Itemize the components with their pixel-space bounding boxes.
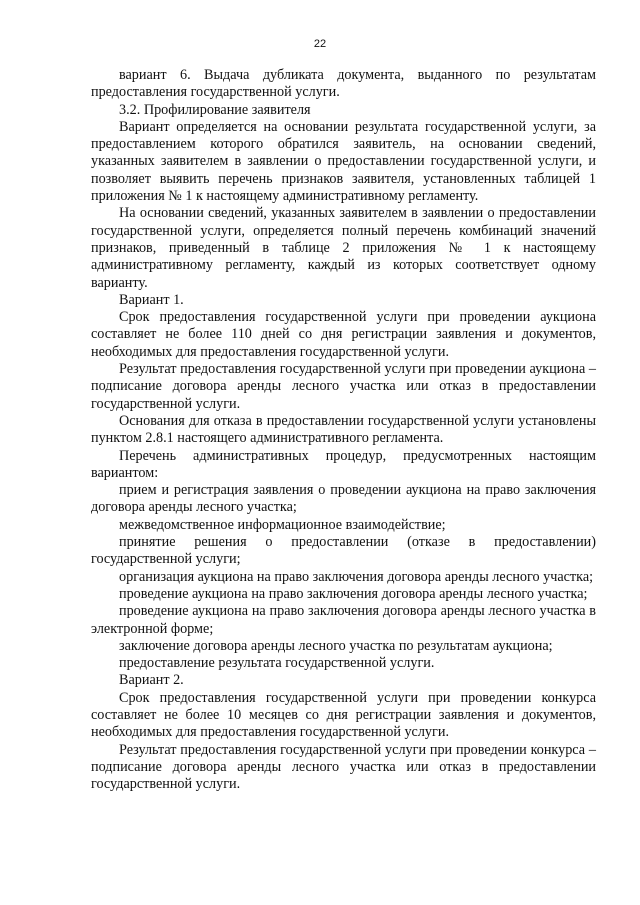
list-item: проведение аукциона на право заключения договора аренды лесного участка в электронной форме; (91, 603, 596, 637)
section-heading-3-2: 3.2. Профилирование заявителя (119, 101, 311, 118)
list-item: межведомственное информационное взаимодействие; (119, 516, 446, 533)
paragraph: На основании сведений, указанных заявителем в заявлении о предоставлении государственной услуги, определяется полный перечень комбинаций значений признаков, приведенный в таблице 2 приложения № 1 к настоящему административному регламенту, каждый из которых соответствует одному варианту. (91, 205, 596, 291)
paragraph: Основания для отказа в предоставлении государственной услуги установлены пунктом 2.8.1 настоящего административного регламента. (91, 412, 596, 447)
paragraph: Перечень административных процедур, предусмотренных настоящим вариантом: (91, 447, 596, 481)
list-item: проведение аукциона на право заключения договора аренды лесного участка; (119, 585, 588, 602)
paragraph: Результат предоставления государственной услуги при проведении аукциона – подписание договора аренды лесного участка или отказ в предоставлении государственной услуги. (91, 361, 596, 412)
paragraph-variant-6: вариант 6. Выдача дубликата документа, выданного по результатам предоставления государственной услуги. (91, 67, 596, 101)
variant-heading: Вариант 2. (119, 672, 184, 689)
paragraph: Срок предоставления государственной услуги при проведении аукциона составляет не более 110 дней со дня регистрации заявления и документов, необходимых для предоставления государственной услуги. (91, 309, 596, 360)
list-item: принятие решения о предоставлении (отказе в предоставлении) государственной услуги; (91, 534, 596, 568)
variant-heading: Вариант 1. (119, 291, 184, 308)
page-number: 22 (313, 38, 327, 50)
list-item: предоставление результата государственной услуги. (119, 655, 435, 672)
document-body (91, 67, 596, 793)
paragraph: Срок предоставления государственной услуги при проведении конкурса составляет не более 10 месяцев со дня регистрации заявления и документов, необходимых для предоставления государственной услуги. (91, 689, 596, 741)
list-item: прием и регистрация заявления о проведении аукциона на право заключения договора аренды лесного участка; (91, 482, 596, 516)
paragraph: Результат предоставления государственной услуги при проведении конкурса – подписание договора аренды лесного участка или отказ в предоставлении государственной услуги. (91, 741, 596, 793)
list-item: организация аукциона на право заключения договора аренды лесного участка; (119, 568, 594, 585)
paragraph: Вариант определяется на основании результата государственной услуги, за предоставлением которого обратился заявитель, на основании сведений, указанных заявителем в заявлении о предоставлении государственной услуги, и позволяет выявить перечень признаков заявителя, установленных таблицей 1 приложения № 1 к настоящему административному регламенту. (91, 118, 596, 205)
list-item: заключение договора аренды лесного участка по результатам аукциона; (119, 637, 553, 654)
